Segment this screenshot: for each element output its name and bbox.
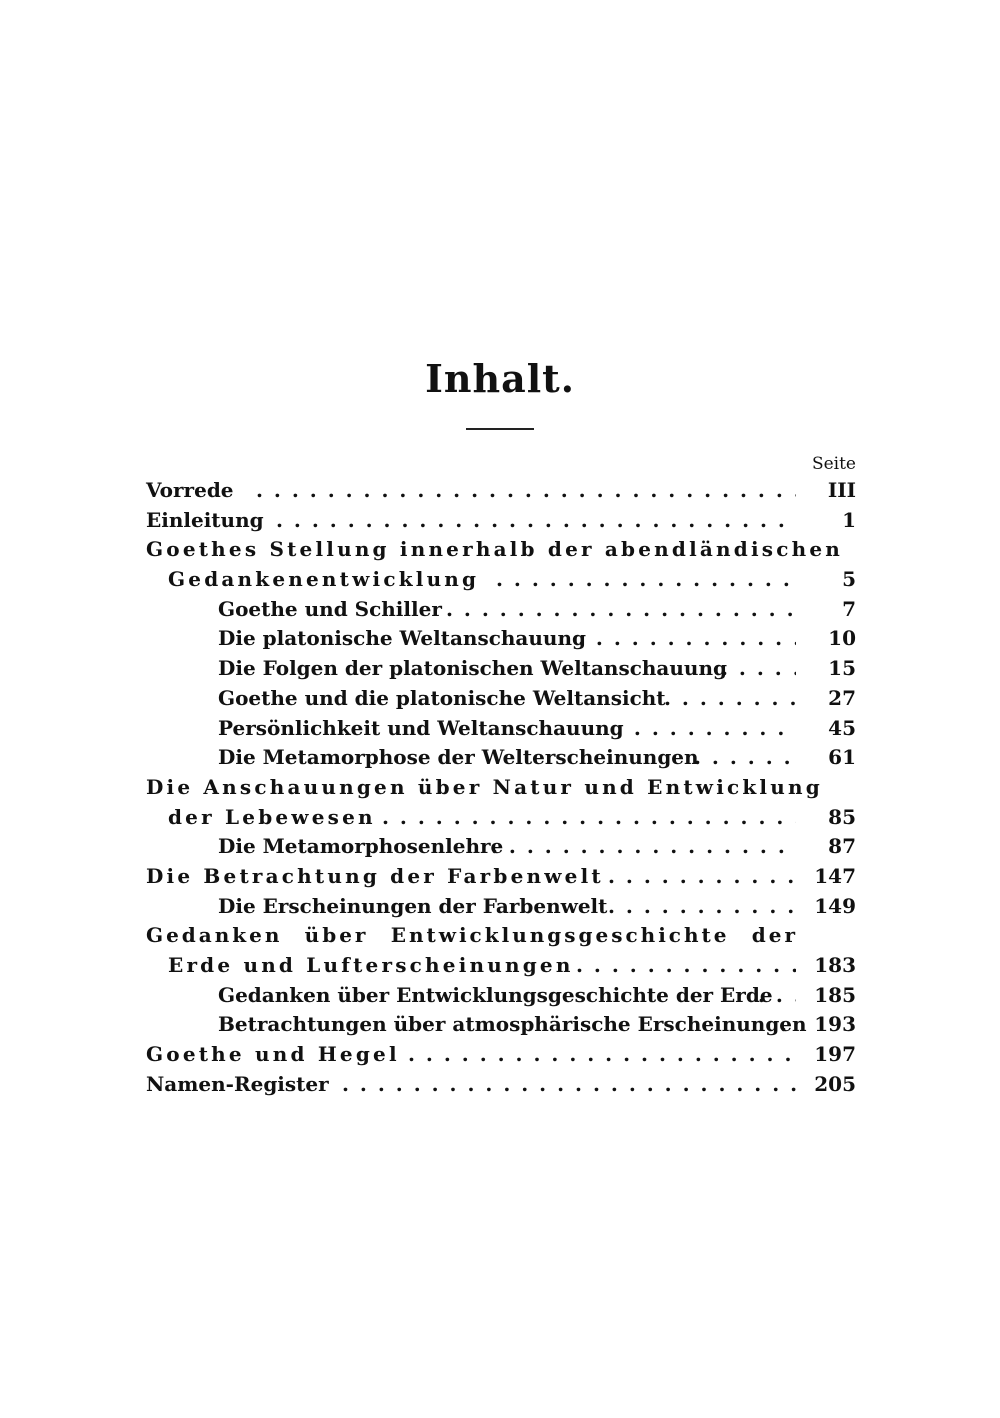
toc-entry-label: Vorrede <box>146 478 234 502</box>
toc-entry-label: Goethe und Schiller <box>218 596 442 621</box>
toc-entry-metamorphosenlehre <box>146 832 856 862</box>
toc-entry-page: III <box>827 478 856 502</box>
dot-leader <box>758 981 796 1011</box>
toc-entry-label: Die platonische Weltanschauung <box>218 626 586 651</box>
toc-entry-word: über <box>304 923 369 948</box>
toc-entry-betrachtung-farbenwelt <box>146 862 856 892</box>
toc-entry-goethes-stellung <box>146 535 856 565</box>
dot-leader <box>342 1070 796 1100</box>
toc-entry-label: Einleitung <box>146 507 264 532</box>
toc-entry-page: 61 <box>828 745 856 770</box>
toc-entry-label: Die Folgen der platonischen Weltanschauung <box>218 656 727 681</box>
toc-entry-label: Persönlichkeit und Weltanschauung <box>218 715 624 740</box>
toc-entry-metamorphose-welterscheinungen <box>146 743 856 773</box>
toc-entry-label: der Lebewesen <box>168 804 376 829</box>
table-of-contents <box>146 476 856 1099</box>
dot-leader <box>664 684 796 714</box>
toc-entry-gedankenentwicklung <box>146 565 856 595</box>
dot-leader <box>578 624 796 654</box>
dot-leader <box>491 832 796 862</box>
toc-entry-lebewesen <box>146 803 856 833</box>
toc-entry-page: 85 <box>828 804 856 829</box>
dot-leader <box>276 506 796 536</box>
toc-entry-label: Die Betrachtung der Farbenwelt <box>146 863 604 888</box>
toc-entry-label: Goethe und die platonische Weltansicht <box>218 685 666 710</box>
toc-entry-persoenlichkeit <box>146 714 856 744</box>
toc-entry-entwicklungsgeschichte-erde <box>146 981 856 1011</box>
toc-entry-goethe-hegel <box>146 1040 856 1070</box>
toc-entry-page: 45 <box>828 715 856 740</box>
toc-entry-page: 1 <box>842 507 856 532</box>
toc-entry-anschauungen-natur <box>146 773 856 803</box>
toc-entry-platonische-weltanschauung <box>146 624 856 654</box>
dot-leader <box>256 476 796 506</box>
toc-entry-folgen-platonischen <box>146 654 856 684</box>
toc-entry-page: 183 <box>814 953 856 977</box>
toc-entry-page: 149 <box>814 893 856 918</box>
toc-entry-page: 7 <box>842 596 856 621</box>
dot-leader <box>608 892 796 922</box>
toc-entry-label: Die Metamorphosenlehre <box>218 834 504 859</box>
toc-entry-goethe-schiller <box>146 595 856 625</box>
toc-entry-label: Namen-Register <box>146 1071 329 1096</box>
dot-leader <box>496 565 796 595</box>
toc-entry-namen-register <box>146 1070 856 1100</box>
toc-entry-einleitung <box>146 506 856 536</box>
toc-entry-page: 193 <box>814 1012 856 1037</box>
toc-entry-word: der <box>751 923 798 948</box>
dot-leader <box>721 654 796 684</box>
toc-entry-word: Gedanken <box>146 923 283 948</box>
dot-leader <box>694 743 796 773</box>
toc-entry-page: 27 <box>828 685 856 710</box>
dot-leader <box>616 714 796 744</box>
toc-entry-label <box>146 921 798 951</box>
dot-leader <box>608 862 796 892</box>
toc-entry-page: 197 <box>814 1042 856 1067</box>
dot-leader <box>408 1040 796 1070</box>
toc-entry-page: 87 <box>828 834 856 859</box>
title-divider <box>466 428 534 430</box>
toc-entry-page: 147 <box>814 863 856 888</box>
toc-entry-label: Gedankenentwicklung <box>168 567 480 592</box>
dot-leader <box>446 595 796 625</box>
toc-entry-erscheinungen-farbenwelt <box>146 892 856 922</box>
page-title: Inhalt. <box>425 356 575 401</box>
toc-entry-label: Gedanken über Entwicklungsgeschichte der Erde <box>218 982 773 1007</box>
dot-leader <box>780 1010 796 1040</box>
toc-entry-atmosphaerische-erscheinungen <box>146 1010 856 1040</box>
toc-entry-label: Goethe und Hegel <box>146 1042 400 1067</box>
toc-entry-label: Goethes Stellung innerhalb der abendländischen <box>146 537 844 562</box>
toc-entry-page: 205 <box>814 1071 856 1096</box>
toc-entry-label: Die Anschauungen über Natur und Entwicklung <box>146 774 823 799</box>
toc-entry-label: Erde und Lufterscheinungen <box>168 953 574 977</box>
toc-entry-page: 10 <box>828 626 856 651</box>
toc-entry-word: Entwicklungsgeschichte <box>390 923 730 948</box>
toc-entry-erde-lufterscheinungen <box>146 951 856 981</box>
toc-entry-goethe-platonische-weltansicht <box>146 684 856 714</box>
toc-entry-page: 185 <box>814 982 856 1007</box>
toc-entry-page: 5 <box>842 567 856 592</box>
toc-entry-label: Die Metamorphose der Welterscheinungen <box>218 745 699 770</box>
page-column-header: Seite <box>811 454 856 474</box>
dot-leader <box>382 803 796 833</box>
toc-entry-label: Betrachtungen über atmosphärische Erscheinungen <box>218 1012 807 1037</box>
toc-entry-label: Die Erscheinungen der Farbenwelt <box>218 893 608 918</box>
toc-entry-gedanken-entwicklungsgeschichte <box>146 921 856 951</box>
dot-leader <box>576 951 796 981</box>
toc-entry-page: 15 <box>828 656 856 681</box>
toc-entry-vorrede <box>146 476 856 506</box>
